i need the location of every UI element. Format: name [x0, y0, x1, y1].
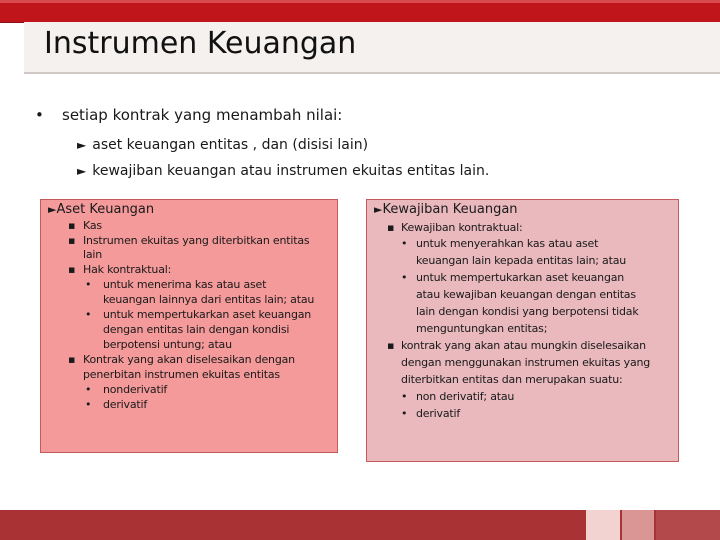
asset-box-heading — [48, 202, 154, 217]
square-bullet-icon: ▪ — [387, 339, 395, 352]
dot-bullet-icon: • — [85, 308, 92, 321]
top-accent-strip — [0, 0, 720, 3]
liability-line: Kewajiban kontraktual: — [401, 221, 523, 234]
liability-line: derivatif — [416, 407, 461, 420]
square-bullet-icon: ▪ — [68, 353, 76, 366]
arrow-icon: ► — [374, 203, 383, 216]
asset-line: penerbitan instrumen ekuitas entitas — [83, 368, 280, 381]
dot-bullet-icon: • — [85, 383, 92, 396]
dot-bullet-icon: • — [401, 407, 408, 420]
arrow-icon: ► — [48, 203, 57, 216]
asset-line: derivatif — [103, 398, 148, 411]
arrow-icon: ► — [77, 138, 87, 152]
square-bullet-icon: ▪ — [68, 234, 76, 247]
asset-line: dengan entitas lain dengan kondisi — [103, 323, 290, 336]
bottom-accent-block — [586, 510, 620, 540]
dot-bullet-icon: • — [401, 237, 408, 250]
asset-line: untuk mempertukarkan aset keuangan — [103, 308, 312, 321]
dot-bullet-icon: • — [85, 398, 92, 411]
top-accent-bar — [0, 0, 720, 23]
liability-line: non derivatif; atau — [416, 390, 515, 403]
asset-line: Instrumen ekuitas yang diterbitkan entitas — [83, 234, 310, 247]
liability-box-heading — [374, 202, 518, 217]
square-bullet-icon: ▪ — [387, 221, 395, 234]
liability-line: menguntungkan entitas; — [416, 322, 548, 335]
asset-line: nonderivatif — [103, 383, 168, 396]
asset-line: Kontrak yang akan diselesaikan dengan — [83, 353, 295, 366]
slide-title: Instrumen Keuangan — [44, 26, 357, 61]
sub-bullet-text: kewajiban keuangan atau instrumen ekuitas entitas lain. — [92, 163, 490, 179]
square-bullet-icon: ▪ — [68, 219, 76, 232]
asset-line: berpotensi untung; atau — [103, 338, 232, 351]
square-bullet-icon: ▪ — [68, 263, 76, 276]
bottom-accent-block — [622, 510, 654, 540]
asset-line: keuangan lainnya dari entitas lain; atau — [103, 293, 315, 306]
main-bullet-text: setiap kontrak yang menambah nilai: — [62, 106, 343, 124]
sub-bullet-2 — [77, 163, 489, 179]
liability-heading-text: Kewajiban Keuangan — [382, 202, 518, 217]
liability-line: kontrak yang akan atau mungkin diselesaikan — [401, 339, 646, 352]
bottom-accent-block — [656, 510, 720, 540]
asset-heading-text: Aset Keuangan — [56, 202, 155, 217]
dot-bullet-icon: • — [401, 271, 408, 284]
liability-line: atau kewajiban keuangan dengan entitas — [416, 288, 636, 301]
sub-bullet-text: aset keuangan entitas , dan (disisi lain) — [92, 137, 369, 153]
arrow-icon: ► — [77, 164, 87, 178]
asset-line: Kas — [83, 219, 102, 232]
dot-bullet-icon: • — [85, 278, 92, 291]
asset-line: Hak kontraktual: — [83, 263, 172, 276]
bullet-dot: • — [35, 106, 44, 124]
asset-line: untuk menerima kas atau aset — [103, 278, 267, 291]
liability-line: dengan menggunakan instrumen ekuitas yang — [401, 356, 651, 369]
liability-line: keuangan lain kepada entitas lain; atau — [416, 254, 627, 267]
asset-line: lain — [83, 248, 103, 261]
liability-line: untuk menyerahkan kas atau aset — [416, 237, 599, 250]
dot-bullet-icon: • — [401, 390, 408, 403]
liability-line: lain dengan kondisi yang berpotensi tidak — [416, 305, 639, 318]
sub-bullet-1 — [77, 137, 368, 153]
liability-line: untuk mempertukarkan aset keuangan — [416, 271, 625, 284]
liability-line: diterbitkan entitas dan merupakan suatu: — [401, 373, 623, 386]
